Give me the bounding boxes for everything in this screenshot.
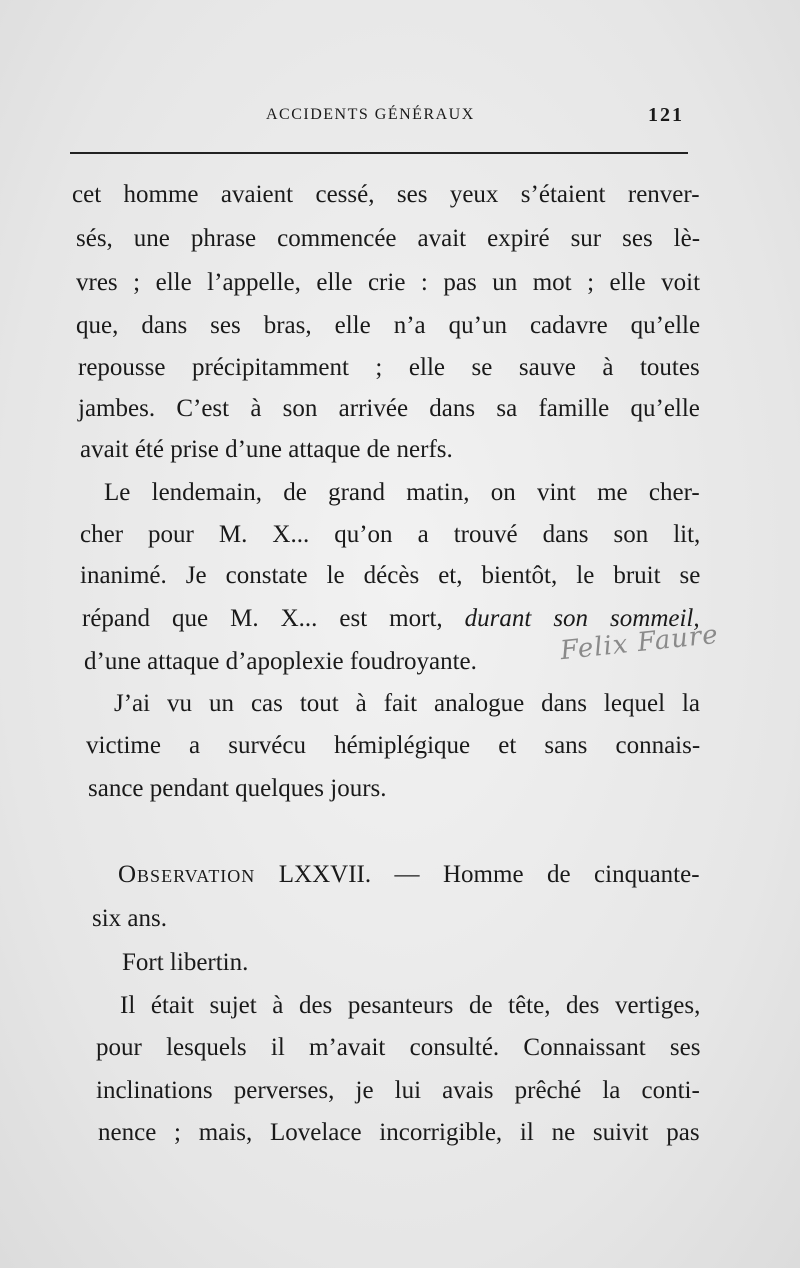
text-line-18: Fort libertin.: [122, 949, 249, 976]
text-line-11: [82, 604, 700, 634]
running-head: [70, 106, 688, 136]
text-line-11-italic: durant son sommeil,: [464, 605, 700, 632]
page-number: 121: [648, 104, 684, 126]
text-line-1: cet homme avaient cessé, ses yeux s’étaient renver-: [72, 181, 700, 208]
text-line-9: cher pour M. X... qu’on a trouvé dans son lit,: [80, 521, 701, 548]
text-line-21: inclinations perverses, je lui avais prêché la conti-: [96, 1077, 700, 1104]
text-line-13: J’ai vu un cas tout à fait analogue dans lequel la: [114, 690, 701, 717]
text-line-8: Le lendemain, de grand matin, on vint me cher-: [104, 479, 700, 506]
text-line-17: six ans.: [92, 905, 167, 932]
header-rule: [70, 152, 688, 154]
observation-label: Observation: [118, 861, 256, 888]
text-line-5: repousse précipitamment ; elle se sauve à toutes: [78, 354, 700, 381]
observation-title: LXXVII. — Homme de cinquante-: [255, 861, 700, 888]
text-line-22: nence ; mais, Lovelace incorrigible, il ne suivit pas: [98, 1119, 700, 1146]
text-line-11-roman: répand que M. X... est mort,: [82, 605, 465, 632]
text-line-14: victime a survécu hémiplégique et sans connais-: [86, 732, 701, 759]
text-line-2: sés, une phrase commencée avait expiré sur ses lè-: [76, 225, 701, 252]
text-line-7: avait été prise d’une attaque de nerfs.: [80, 436, 453, 463]
running-title: ACCIDENTS GÉNÉRAUX: [266, 106, 475, 123]
text-line-12: d’une attaque d’apoplexie foudroyante.: [84, 648, 477, 675]
text-line-6: jambes. C’est à son arrivée dans sa famille qu’elle: [78, 395, 700, 422]
text-line-15: sance pendant quelques jours.: [88, 775, 387, 802]
text-line-3: vres ; elle l’appelle, elle crie : pas un mot ; elle voit: [76, 269, 701, 296]
handwritten-annotation: Felix Faure: [558, 619, 721, 667]
text-line-4: que, dans ses bras, elle n’a qu’un cadavre qu’elle: [76, 312, 701, 339]
observation-heading: [118, 860, 700, 890]
text-line-19: Il était sujet à des pesanteurs de tête, des vertiges,: [120, 992, 701, 1019]
text-line-20: pour lesquels il m’avait consulté. Connaissant ses: [96, 1034, 701, 1061]
text-line-10: inanimé. Je constate le décès et, bientôt, le bruit se: [80, 562, 701, 589]
